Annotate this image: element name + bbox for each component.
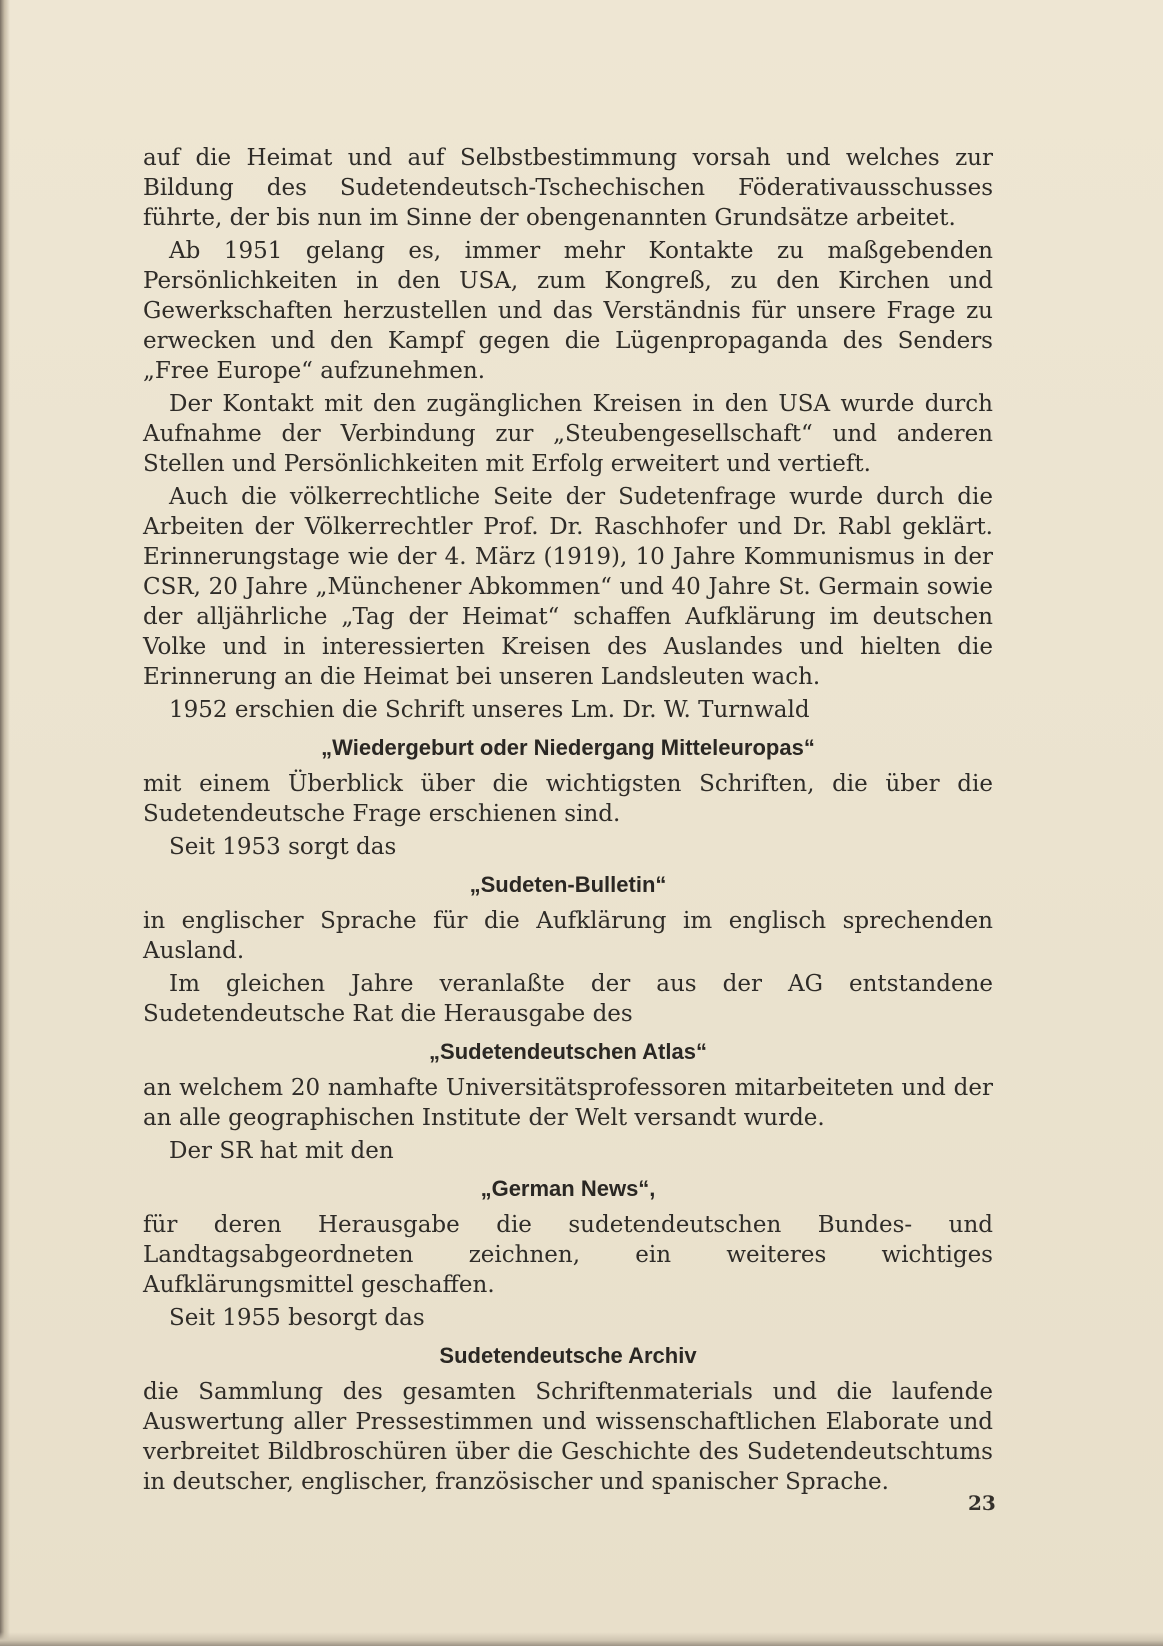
paragraph-13: Seit 1955 besorgt das xyxy=(169,1305,425,1331)
body-text xyxy=(143,143,993,1500)
paragraph-2: Ab 1951 gelang es, immer mehr Kontakte zu maßgebenden Persönlichkeiten in den USA, zum Kongreß, zu den Kirchen und Gewerkschaften herzustellen und das Verständnis für unsere Frage zu erwecken und den Kampf gegen die Lügenpropaganda des Senders „Free Europe“ aufzunehmen. xyxy=(143,238,993,384)
paragraph-5: 1952 erschien die Schrift unseres Lm. Dr. W. Turnwald xyxy=(169,697,810,723)
paragraph-9: Im gleichen Jahre veranlaßte der aus der AG entstandene Sudetendeutsche Rat die Herausgabe des xyxy=(143,971,993,1027)
title-german-news: „German News“, xyxy=(480,1176,656,1201)
title-sudetendeutsche-archiv: Sudetendeutsche Archiv xyxy=(439,1343,697,1368)
paragraph-12: für deren Herausgabe die sudetendeutschen Bundes- und Landtagsabgeordneten zeichnen, ein weiteres wichtiges Aufklärungsmittel geschaffen. xyxy=(143,1212,993,1298)
paragraph-14: die Sammlung des gesamten Schriftenmaterials und die laufende Auswertung aller Pressestimmen und wissenschaftlichen Elaborate und verbreitet Bildbroschüren über die Geschichte des Sudetendeutschtums in deutscher, englischer, französischer und spanischer Sprache. xyxy=(143,1379,993,1495)
paragraph-11: Der SR hat mit den xyxy=(169,1138,394,1164)
paragraph-8: in englischer Sprache für die Aufklärung im englisch sprechenden Ausland. xyxy=(143,908,993,964)
title-sudetendeutschen-atlas: „Sudetendeutschen Atlas“ xyxy=(429,1039,707,1064)
title-sudeten-bulletin: „Sudeten-Bulletin“ xyxy=(469,872,667,897)
page-bottom-edge xyxy=(0,1632,1163,1646)
page-number: 23 xyxy=(968,1491,996,1515)
paragraph-10: an welchem 20 namhafte Universitätsprofessoren mitarbeiteten und der an alle geographischen Institute der Welt versandt wurde. xyxy=(143,1075,993,1131)
paragraph-4: Auch die völkerrechtliche Seite der Sudetenfrage wurde durch die Arbeiten der Völkerrechtler Prof. Dr. Raschhofer und Dr. Rabl geklärt. Erinnerungstage wie der 4. März (1919), 10 Jahre Kommunismus in der CSR, 20 Jahre „Münchener Abkommen“ und 40 Jahre St. Germain sowie der alljährliche „Tag der Heimat“ schaffen Aufklärung im deutschen Volke und in interessierten Kreisen des Auslandes und hielten die Erinnerung an die Heimat bei unseren Landsleuten wach. xyxy=(143,484,993,690)
paragraph-1: auf die Heimat und auf Selbstbestimmung vorsah und welches zur Bildung des Sudetendeutsch-Tschechischen Föderativausschusses führte, der bis nun im Sinne der obengenannten Grundsätze arbeitet. xyxy=(143,145,993,231)
title-wiedergeburt: „Wiedergeburt oder Niedergang Mitteleuropas“ xyxy=(321,735,815,760)
page-binding-shadow xyxy=(0,0,10,1646)
paragraph-6: mit einem Überblick über die wichtigsten Schriften, die über die Sudetendeutsche Frage erschienen sind. xyxy=(143,771,993,827)
paragraph-7: Seit 1953 sorgt das xyxy=(169,834,397,860)
paragraph-3: Der Kontakt mit den zugänglichen Kreisen in den USA wurde durch Aufnahme der Verbindung zur „Steubengesellschaft“ und anderen Stellen und Persönlichkeiten mit Erfolg erweitert und vertieft. xyxy=(143,391,993,477)
